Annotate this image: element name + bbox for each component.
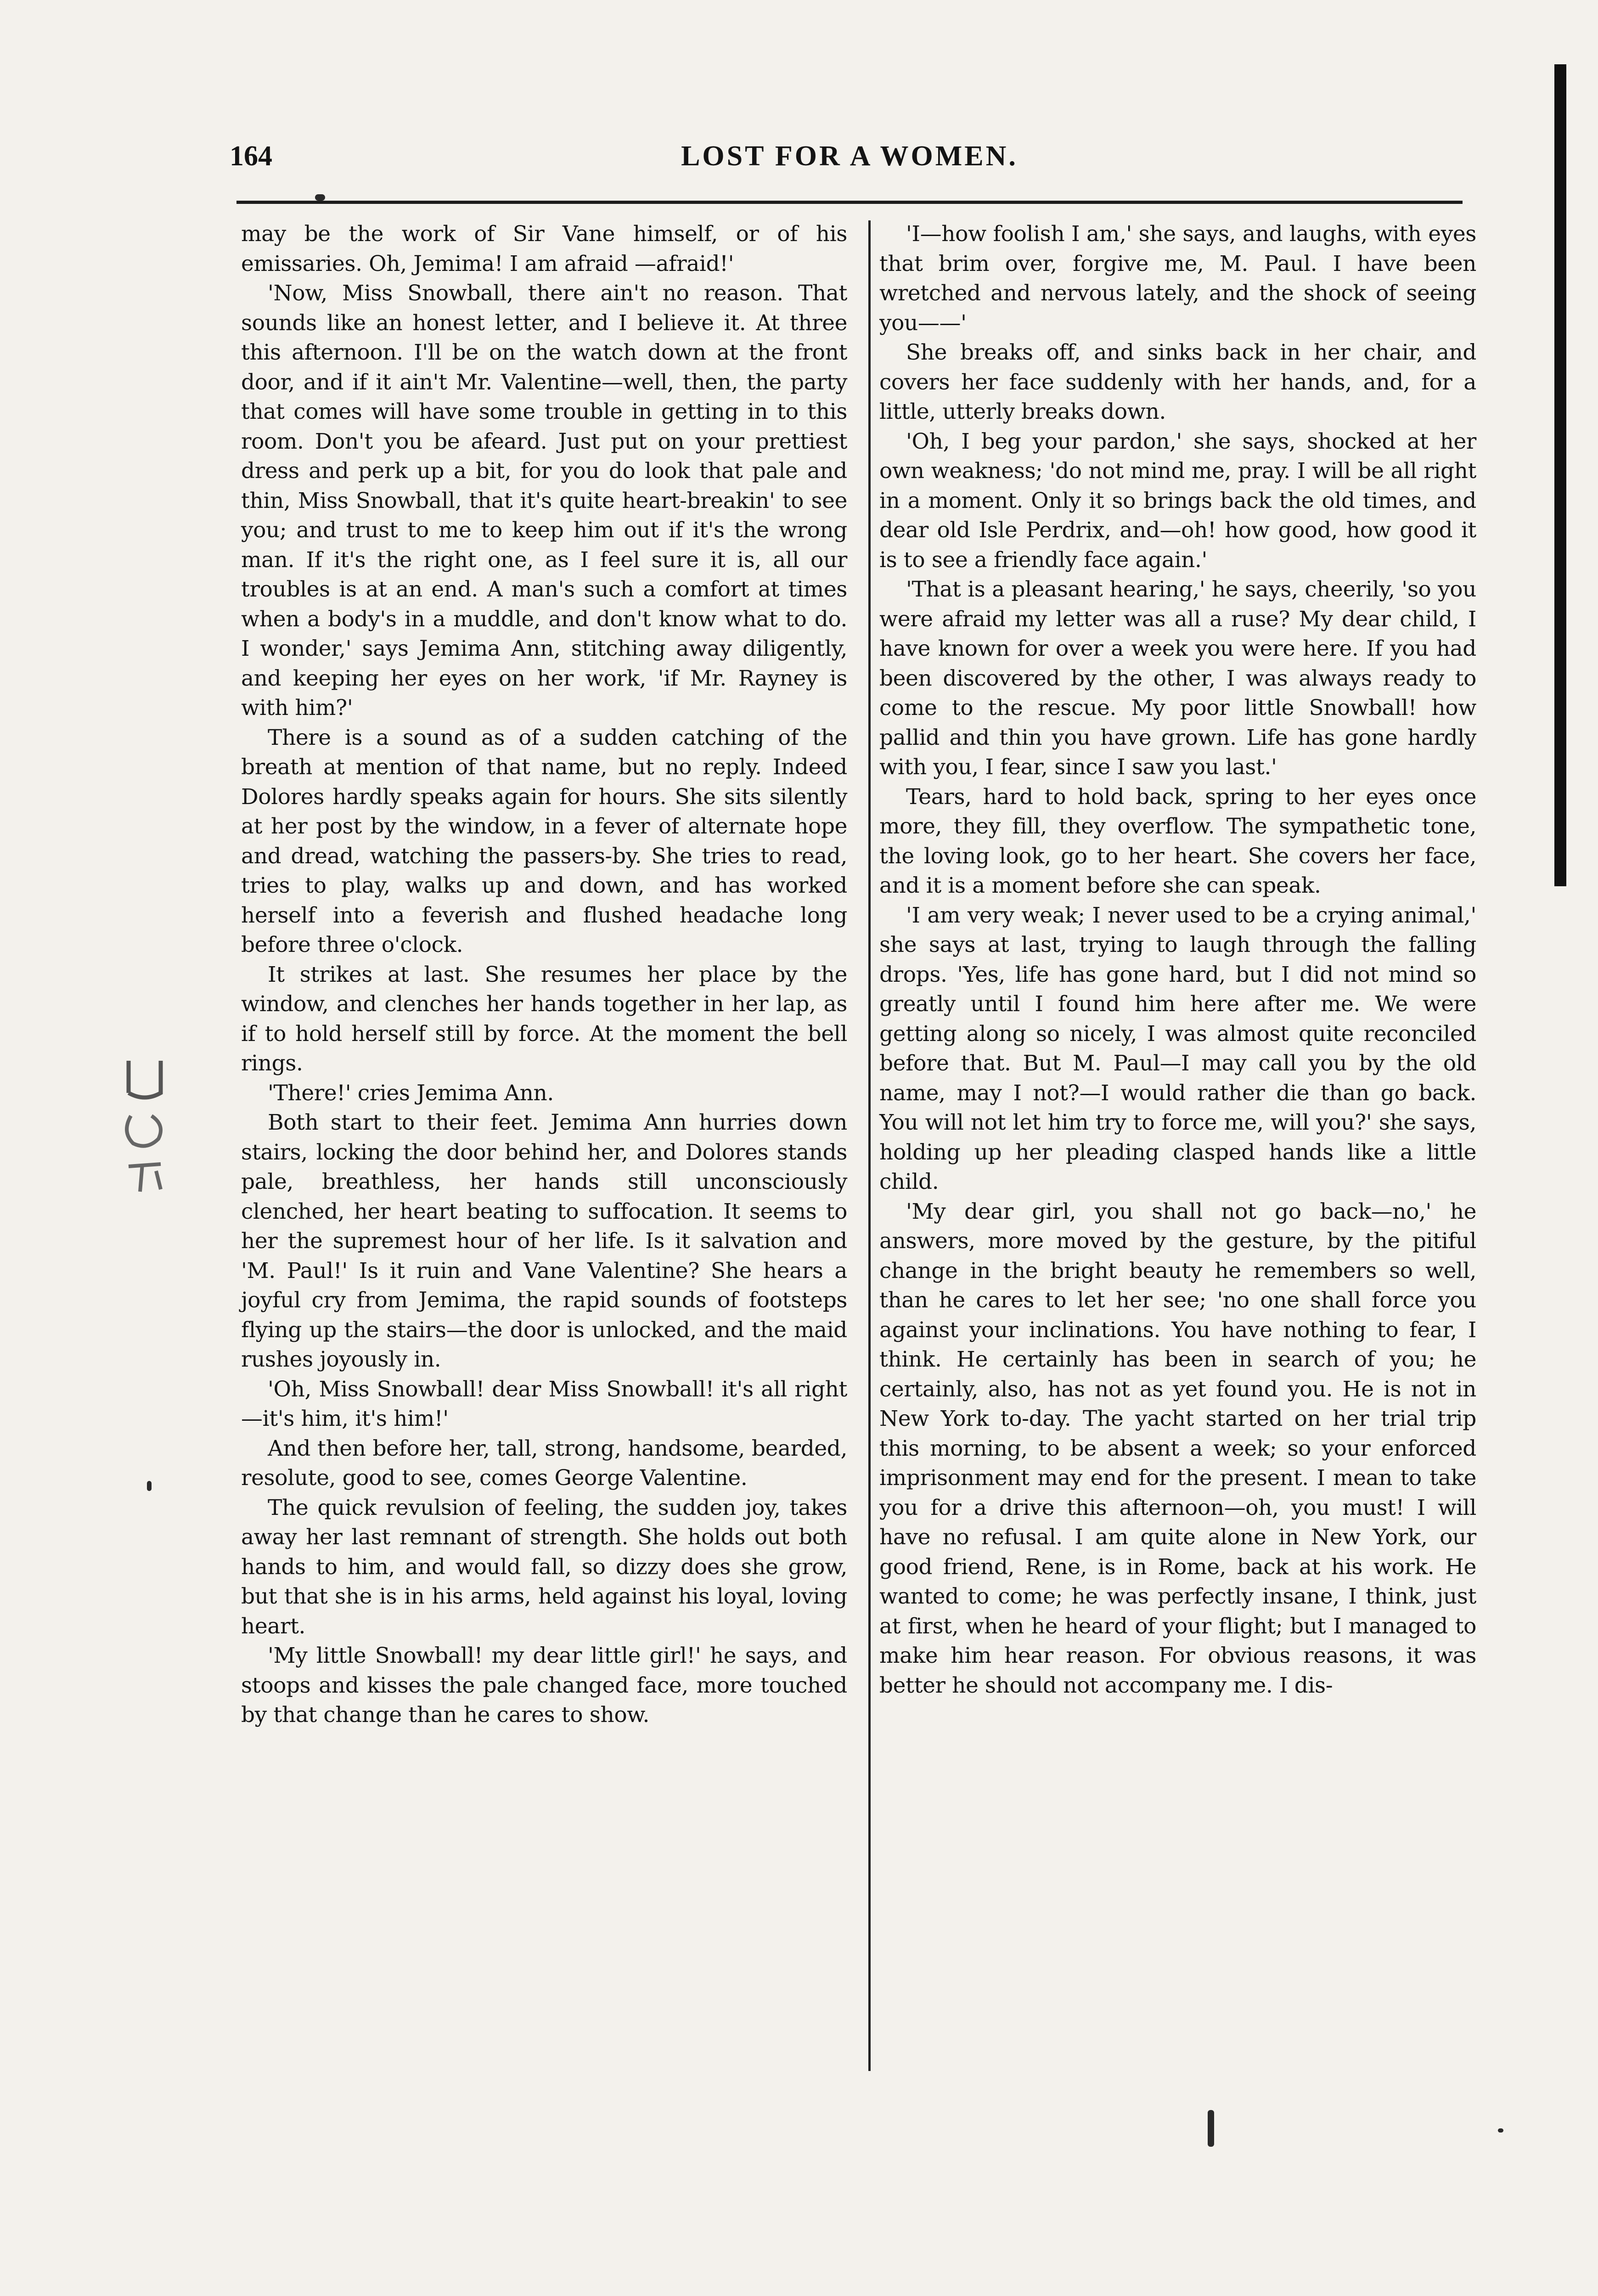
column-divider [868, 220, 871, 2071]
running-title: LOST FOR A WOMEN. [681, 141, 1018, 172]
paragraph: 'There!' cries Jemima Ann. [268, 1080, 554, 1106]
paragraph: The quick revulsion of feeling, the sudden joy, takes away her last remnant of strength. She holds out both hands to him, and would fall, so dizzy does she grow, but that she is in his arms, held against his loyal, loving heart. [241, 1495, 847, 1639]
page-number: 164 [230, 141, 272, 172]
scan-speck [1208, 2110, 1214, 2147]
scan-speck [315, 194, 325, 201]
paragraph: may be the work of Sir Vane himself, or of his emissaries. Oh, Jemima! I am afraid —afraid!' [241, 221, 847, 276]
paragraph: 'My little Snowball! my dear little girl!' he says, and stoops and kisses the pale changed face, more touched by that change than he cares to show. [241, 1643, 847, 1728]
right-column [879, 219, 1476, 1700]
paragraph: It strikes at last. She resumes her place by the window, and clenches her hands together in her lap, as if to hold herself still by force. At the moment the bell rings. [241, 962, 847, 1076]
scan-speck [1498, 2128, 1503, 2133]
paragraph: 'Oh, I beg your pardon,' she says, shocked at her own weakness; 'do not mind me, pray. I will be all right in a moment. Only it so brings back the old times, and dear old Isle Perdrix, and—oh! how good, how good it is to see a friendly face again.' [879, 428, 1476, 573]
scan-edge-bar [1554, 64, 1566, 886]
margin-ink-mark [115, 1052, 174, 1199]
paragraph: 'Oh, Miss Snowball! dear Miss Snowball! it's all right—it's him, it's him!' [241, 1376, 847, 1431]
paragraph: And then before her, tall, strong, handsome, bearded, resolute, good to see, comes George Valentine. [241, 1435, 847, 1491]
scan-speck [147, 1481, 152, 1491]
paragraph: 'That is a pleasant hearing,' he says, cheerily, 'so you were afraid my letter was all a ruse? My dear child, I have known for over a week you were here. If you had been discovered by the other, I was always ready to come to the rescue. My poor little Snowball! how pallid and thin you have grown. Life has gone hardly with you, I fear, since I saw you last.' [879, 577, 1476, 780]
paragraph: 'I am very weak; I never used to be a crying animal,' she says at last, trying to laugh through the falling drops. 'Yes, life has gone hard, but I did not mind so greatly until I found him here after me. We were getting along so nicely, I was almost quite reconciled before that. But M. Paul—I may call you by the old name, may I not?—I would rather die than go back. You will not let him try to force me, will you?' she says, holding up her pleading clasped hands like a little child. [879, 902, 1476, 1194]
paragraph: 'Now, Miss Snowball, there ain't no reason. That sounds like an honest letter, and I believe it. At three this afternoon. I'll be on the watch down at the front door, and if it ain't Mr. Valentine—well, then, the party that comes will have some trouble in getting in to this room. Don't you be afeard. Just put on your prettiest dress and perk up a bit, for you do look that pale and thin, Miss Snowball, that it's quite heart-breakin' to see you; and trust to me to keep him out if it's the wrong man. If it's the right one, as I feel sure it is, all our troubles is at an end. A man's such a comfort at times when a body's in a muddle, and don't know what to do. I wonder,' says Jemima Ann, stitching away diligently, and keeping her eyes on her work, 'if Mr. Rayney is with him?' [241, 281, 847, 720]
page-header [230, 140, 1469, 195]
paragraph: She breaks off, and sinks back in her chair, and covers her face suddenly with her hands, and, for a little, utterly breaks down. [879, 340, 1476, 424]
paragraph: There is a sound as of a sudden catching of the breath at mention of that name, but no reply. Indeed Dolores hardly speaks again for hours. She sits silently at her post by the window, in a fever of alternate hope and dread, watching the passers-by. She tries to read, tries to play, walks up and down, and has worked herself into a feverish and flushed headache long before three o'clock. [241, 725, 847, 957]
paragraph: Both start to their feet. Jemima Ann hurries down stairs, locking the door behind her, and Dolores stands pale, breathless, her hands still unconsciously clenched, her heart beating to suffocation. It seems to her the supremest hour of her life. Is it salvation and 'M. Paul!' Is it ruin and Vane Valentine? She hears a joyful cry from Jemima, the rapid sounds of footsteps flying up the stairs—the door is unlocked, and the maid rushes joyously in. [241, 1110, 847, 1372]
paragraph: 'I—how foolish I am,' she says, and laughs, with eyes that brim over, forgive me, M. Paul. I have been wretched and nervous lately, and the shock of seeing you——' [879, 221, 1476, 336]
left-column [241, 219, 847, 1730]
header-rule [236, 201, 1463, 204]
paragraph: Tears, hard to hold back, spring to her eyes once more, they fill, they overflow. The sympathetic tone, the loving look, go to her heart. She covers her face, and it is a moment before she can speak. [879, 784, 1476, 898]
paragraph: 'My dear girl, you shall not go back—no,' he answers, more moved by the gesture, by the pitiful change in the bright beauty he remembers so well, than he cares to let her see; 'no one shall force you against your inclinations. You have nothing to fear, I think. He certainly has been in search of you; he certainly, also, has not as yet found you. He is not in New York to-day. The yacht started on her trial trip this morning, to be absent a week; so your enforced imprisonment may end for the present. I mean to take you for a drive this afternoon—oh, you must! I will have no refusal. I am quite alone in New York, our good friend, Rene, is in Rome, back at his work. He wanted to come; he was perfectly insane, I think, just at first, when he heard of your flight; but I managed to make him hear reason. For obvious reasons, it was better he should not accompany me. I dis- [879, 1199, 1476, 1698]
